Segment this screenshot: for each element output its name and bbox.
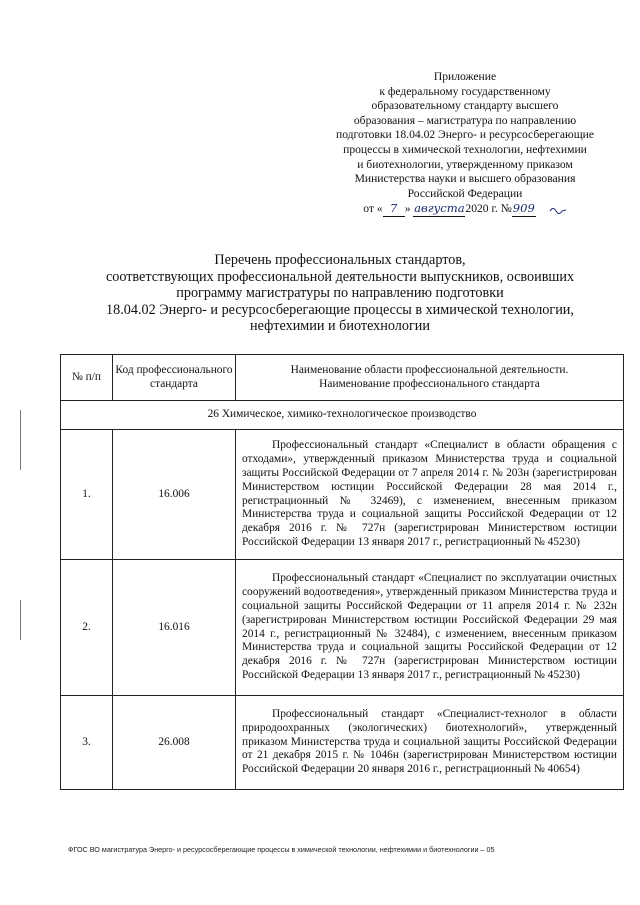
header-code: Код профессионального стандарта	[113, 355, 236, 401]
title-line: Перечень профессиональных стандартов,	[214, 252, 466, 268]
date-mid: »	[404, 202, 411, 216]
row-text: Профессиональный стандарт «Специалист-технолог в области природоохранных (экологических) биотехнологий», утвержденный приказом Министерства труда и социальной защиты Российской Федерации от 21 декабря 2015 г. № 1046н (зарегистрирован Министерством юстиции Российской Федерации 20 января 2016 г., регистрационный № 40654)	[242, 707, 617, 776]
title-line: программу магистратуры по направлению подготовки	[176, 285, 504, 301]
appendix-line: Министерства науки и высшего образования	[354, 172, 576, 186]
date-year: 2020 г. №	[465, 202, 512, 216]
row-num: 3.	[61, 696, 113, 790]
row-num: 2.	[61, 560, 113, 696]
row-code: 16.006	[113, 430, 236, 560]
row-num: 1.	[61, 430, 113, 560]
document-title	[40, 252, 640, 335]
row-text: Профессиональный стандарт «Специалист в области обращения с отходами», утвержденный приказом Министерства труда и социальной защиты Российской Федерации от 7 апреля 2014 г. № 203н (зарегистрирован Министерством юстиции Российской Федерации 28 мая 2014 г., регистрационный № 32469), с изменением, внесенным приказом Министерства труда и социальной защиты Российской Федерации от 12 декабря 2016 г. № 727н (зарегистрирован Министерством юстиции Российской Федерации 13 января 2017 г., регистрационный № 45230)	[242, 438, 617, 549]
row-text-cell	[236, 696, 624, 790]
title-line: 18.04.02 Энерго- и ресурсосберегающие процессы в химической технологии,	[106, 301, 574, 318]
professional-standards-table	[60, 354, 624, 790]
date-month: августа	[414, 201, 465, 216]
scan-margin-mark	[20, 600, 21, 640]
appendix-line: к федеральному государственному	[379, 84, 551, 98]
section-row	[61, 401, 624, 430]
table-row	[61, 430, 624, 560]
row-text-cell	[236, 430, 624, 560]
row-text-cell	[236, 560, 624, 696]
header-name	[236, 355, 624, 401]
appendix-block	[300, 70, 630, 217]
date-prefix: от «	[363, 202, 383, 216]
appendix-line: подготовки 18.04.02 Энерго- и ресурсосберегающие	[335, 128, 594, 142]
order-number: 909	[512, 201, 535, 216]
appendix-line: образовательному стандарту высшего	[371, 99, 559, 113]
header-name-line2: Наименование профессионального стандарта	[319, 377, 540, 390]
row-code: 16.016	[113, 560, 236, 696]
table-header-row	[61, 355, 624, 401]
appendix-line: и биотехнологии, утвержденному приказом	[357, 157, 573, 171]
order-date-line	[300, 201, 630, 217]
appendix-line: образования – магистратура по направлению	[353, 113, 577, 127]
signature-mark	[549, 205, 567, 215]
table-row	[61, 560, 624, 696]
page-footer: ФГОС ВО магистратура Энерго- и ресурсосберегающие процессы в химической технологии, нефтехимии и биотехнологии – 05	[68, 845, 495, 854]
appendix-line: Приложение	[433, 70, 497, 83]
header-name-line1: Наименование области профессиональной деятельности.	[290, 363, 569, 376]
section-title: 26 Химическое, химико-технологическое производство	[61, 401, 624, 430]
header-num: № п/п	[61, 355, 113, 401]
table-row	[61, 696, 624, 790]
row-code: 26.008	[113, 696, 236, 790]
appendix-line: процессы в химической технологии, нефтехимии	[343, 142, 587, 156]
row-text: Профессиональный стандарт «Специалист по эксплуатации очистных сооружений водоотведения», утвержденный приказом Министерства труда и социальной защиты Российской Федерации от 11 апреля 2014 г. № 232н (зарегистрирован Министерством юстиции Российской Федерации 29 мая 2014 г., регистрационный № 32484), с изменением, внесенным приказом Министерства труда и социальной защиты Российской Федерации от 12 декабря 2016 г. № 727н (зарегистрирован Министерством юстиции Российской Федерации 13 января 2017 г., регистрационный № 45230)	[242, 571, 617, 682]
title-line: соответствующих профессиональной деятельности выпускников, освоивших	[105, 268, 575, 285]
appendix-line: Российской Федерации	[407, 186, 523, 200]
title-line: нефтехимии и биотехнологии	[250, 318, 430, 334]
scan-margin-mark	[20, 410, 21, 470]
date-day: 7	[383, 201, 405, 217]
